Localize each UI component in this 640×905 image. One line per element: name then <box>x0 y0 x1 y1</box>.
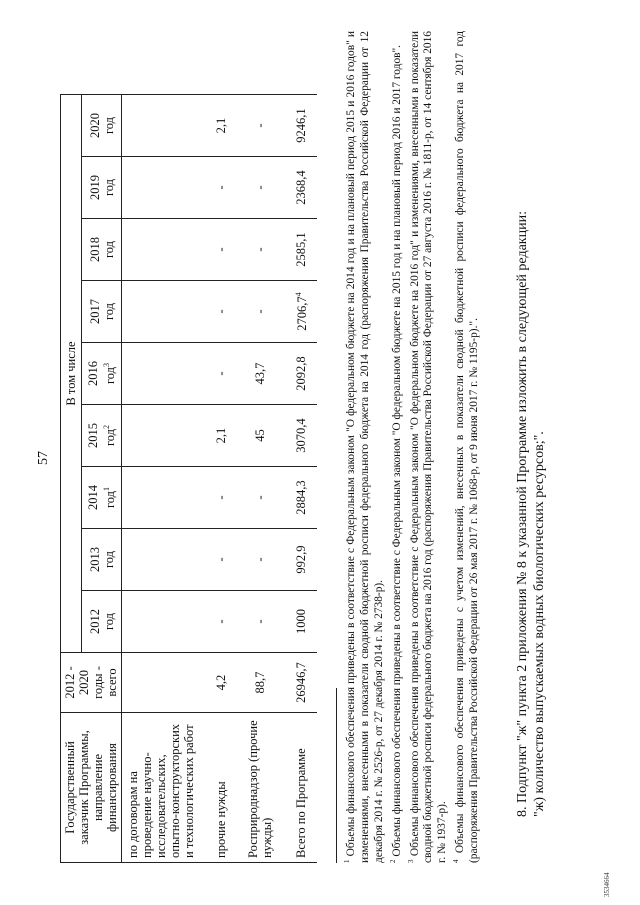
spacer-cell <box>230 281 244 343</box>
cell-2012: 1000 <box>290 591 317 653</box>
row-spacer <box>230 95 244 863</box>
footnote-ref: 4 <box>294 292 303 297</box>
spacer-cell <box>230 713 244 863</box>
year-header-2016: 2016 год$^3$ <box>82 343 122 405</box>
cell-2016 <box>122 343 199 405</box>
cell-2012 <box>122 591 199 653</box>
cell-2018: 2585,1 <box>290 219 317 281</box>
spacer-cell <box>276 219 290 281</box>
row-name: Росприроднадзор (прочие нужды) <box>244 713 276 863</box>
cell-2019: - <box>244 157 276 219</box>
cell-2017: - <box>244 281 276 343</box>
row-total: 88,7 <box>244 653 276 713</box>
cell-2020: - <box>244 95 276 157</box>
spacer-cell <box>198 653 212 713</box>
spacer-cell <box>276 591 290 653</box>
table-row <box>122 95 199 863</box>
page-number: 57 <box>36 451 51 465</box>
footnote-1: $^1$ Объемы финансового обеспечения приведены в соответствие с Федеральным законом "О федеральном бюджете на 2014 год и на плановый период 2015 и 2016 годов" и изменениями, внесенными в показатели сводной бюджетной росписи федерального бюджета на 2014 год (распоряжения Правительства Российской Федерации от 12 декабря 2014 г. № 2526-р, от 27 декабря 2014 г. № 2738-р). <box>343 31 385 863</box>
spacer-cell <box>230 467 244 529</box>
year-header-2018: 2018 год <box>82 219 122 281</box>
spacer-cell <box>230 529 244 591</box>
cell-2012: - <box>244 591 276 653</box>
spacer-cell <box>276 653 290 713</box>
year-header-2019: 2019 год <box>82 157 122 219</box>
year-header-2015: 2015 год$^2$ <box>82 405 122 467</box>
spacer-cell <box>230 219 244 281</box>
footnote-2: $^2$ Объемы финансового обеспечения приведены в соответствие с Федеральным законом "О федеральном бюджете на 2015 год и на плановый период 2016 и 2017 годов". <box>388 44 403 863</box>
footnote-ref: 1 <box>101 486 111 491</box>
cell-2013: - <box>244 529 276 591</box>
cell-2015: 2,1 <box>212 405 230 467</box>
spacer-cell <box>198 95 212 157</box>
cell-2019: - <box>212 157 230 219</box>
cell-2013: - <box>212 529 230 591</box>
amendment-line-1: 8. Подпункт "ж" пункта 2 приложения № 8 к указанной Программе изложить в следующей редакции: <box>515 211 530 817</box>
footnote-ref: 2 <box>101 424 111 429</box>
spacer-cell <box>230 157 244 219</box>
spacer-cell <box>198 219 212 281</box>
table-row <box>290 95 317 863</box>
cell-2018 <box>122 219 199 281</box>
cell-2014: 2884,3 <box>290 467 317 529</box>
cell-2013 <box>122 529 199 591</box>
footnote-3: $^3$ Объемы финансового обеспечения приведены в соответствие с Федеральным законом "О федеральном бюджете на 2016 год" и изменениями, внесенными в показатели сводной бюджетной росписи федерального бюджета на 2016 год (распоряжения Правительства Российской Федерации от 27 августа 2016 г. № 1811-р, от 14 сентября 2016 г. № 1937-р). <box>406 31 449 863</box>
footnote-list <box>340 31 481 863</box>
cell-2013: 992,9 <box>290 529 317 591</box>
row-spacer <box>276 95 290 863</box>
spacer-cell <box>230 343 244 405</box>
cell-2020 <box>122 95 199 157</box>
cell-2015: 3070,4 <box>290 405 317 467</box>
cell-2015 <box>122 405 199 467</box>
year-header-2014: 2014 год$^1$ <box>82 467 122 529</box>
cell-2016: 2092,8 <box>290 343 317 405</box>
cell-2014: - <box>212 467 230 529</box>
spacer-cell <box>198 343 212 405</box>
spacer-cell <box>198 713 212 863</box>
spacer-cell <box>230 591 244 653</box>
row-name: по договорам на проведение научно-исследовательских, опытно-конструкторских и технологических работ <box>122 713 199 863</box>
footnotes <box>336 31 481 863</box>
footnote-rule <box>336 688 337 863</box>
cell-2019 <box>122 157 199 219</box>
amendment <box>514 37 548 817</box>
row-name: Всего по Программе <box>290 713 317 863</box>
cell-2014: - <box>244 467 276 529</box>
spacer-cell <box>276 343 290 405</box>
footnote-ref: 3 <box>101 362 111 367</box>
spacer-cell <box>198 405 212 467</box>
cell-2017: 2706,7$^4$ <box>290 281 317 343</box>
header-name: Государственный заказчик Программы, направление финансирования <box>61 713 122 863</box>
footnote-4: $^4$ Объемы финансового обеспечения приведены с учетом изменений, внесенных в показатели сводной бюджетной росписи федерального бюджета на 2017 год (распоряжения Правительства Российской Федерации от 26 мая 2017 г. № 1068-р, от 9 июня 2017 г. № 1195-р).". <box>452 31 481 863</box>
cell-2020: 9246,1 <box>290 95 317 157</box>
spacer-cell <box>198 157 212 219</box>
year-header-2013: 2013 год <box>82 529 122 591</box>
row-name: прочие нужды <box>212 713 230 863</box>
spacer-cell <box>230 405 244 467</box>
spacer-cell <box>198 529 212 591</box>
table-row <box>212 95 230 863</box>
table-body <box>122 95 318 863</box>
cell-2018: - <box>244 219 276 281</box>
row-total: 26946,7 <box>290 653 317 713</box>
spacer-cell <box>198 591 212 653</box>
spacer-cell <box>276 95 290 157</box>
spacer-cell <box>230 95 244 157</box>
spacer-cell <box>276 467 290 529</box>
spacer-cell <box>276 157 290 219</box>
cell-2016: - <box>212 343 230 405</box>
cell-2020: 2,1 <box>212 95 230 157</box>
cell-2014 <box>122 467 199 529</box>
spacer-cell <box>276 529 290 591</box>
cell-2017 <box>122 281 199 343</box>
year-header-2017: 2017 год <box>82 281 122 343</box>
row-spacer <box>198 95 212 863</box>
header-including: В том числе <box>61 95 82 653</box>
row-total <box>122 653 199 713</box>
document-id: 3534664 <box>603 872 611 897</box>
cell-2016: 43,7 <box>244 343 276 405</box>
year-header-2020: 2020 год <box>82 95 122 157</box>
cell-2015: 45 <box>244 405 276 467</box>
spacer-cell <box>276 281 290 343</box>
table-row <box>244 95 276 863</box>
spacer-cell <box>198 281 212 343</box>
spacer-cell <box>276 405 290 467</box>
year-header-2012: 2012 год <box>82 591 122 653</box>
header-total: 2012 - 2020 годы - всего <box>61 653 122 713</box>
spacer-cell <box>276 713 290 863</box>
spacer-cell <box>198 467 212 529</box>
amendment-line-2: "ж) количество выпускаемых водных биологических ресурсов;". <box>532 431 547 817</box>
row-total: 4,2 <box>212 653 230 713</box>
cell-2018: - <box>212 219 230 281</box>
cell-2012: - <box>212 591 230 653</box>
spacer-cell <box>230 653 244 713</box>
cell-2019: 2368,4 <box>290 157 317 219</box>
financing-table <box>60 94 317 863</box>
cell-2017: - <box>212 281 230 343</box>
